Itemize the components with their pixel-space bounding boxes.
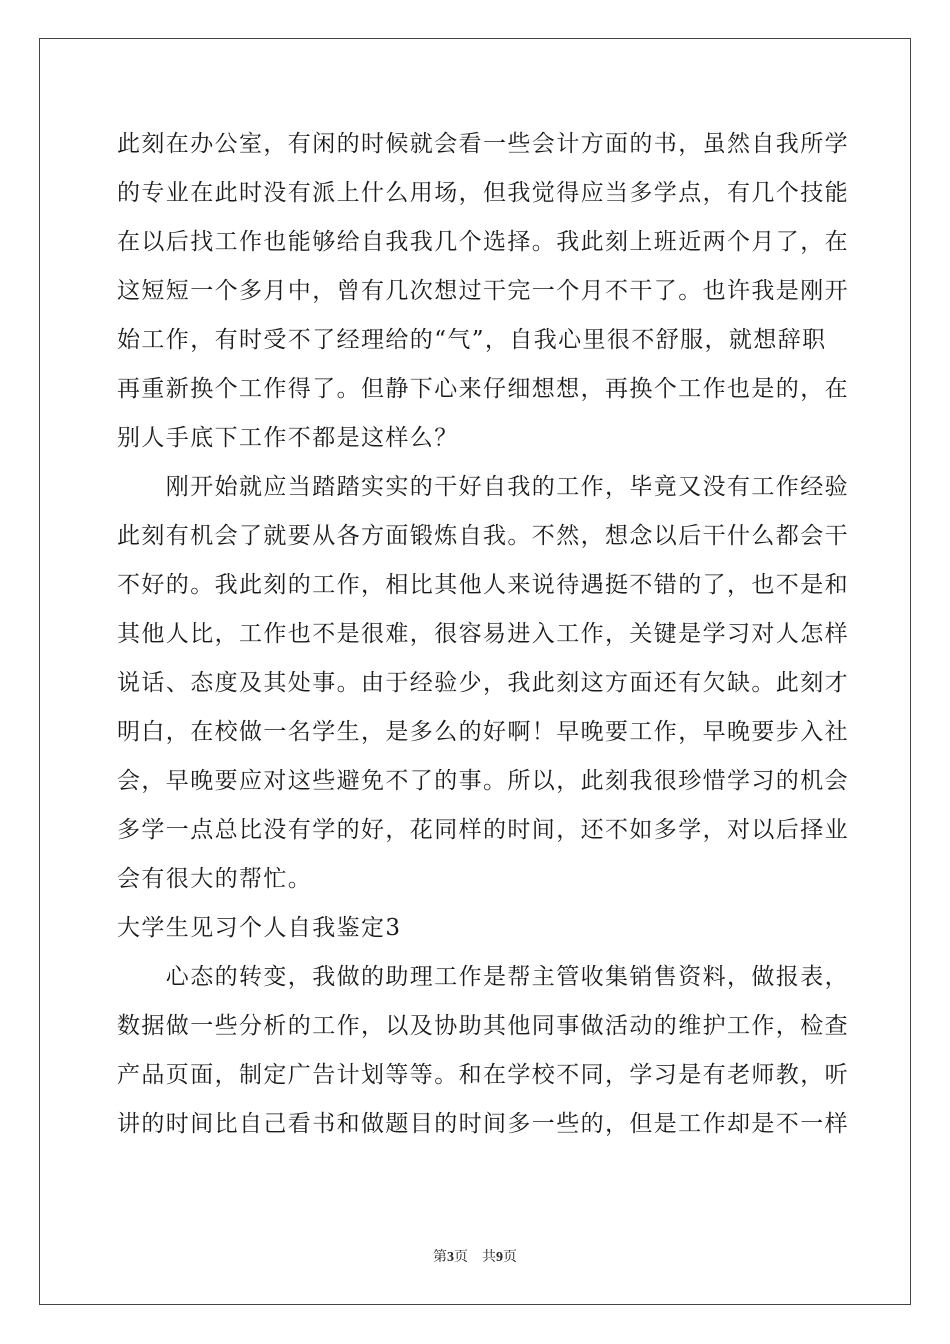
text-line: 不好的。我此刻的工作，相比其他人来说待遇挺不错的了，也不是和 bbox=[117, 572, 849, 598]
text-line: 大学生见习个人自我鉴定3 bbox=[117, 915, 402, 941]
text-line: 再重新换个工作得了。但静下心来仔细想想，再换个工作也是的，在 bbox=[117, 376, 849, 402]
text-line: 的专业在此时没有派上什么用场，但我觉得应当多学点，有几个技能 bbox=[117, 180, 849, 206]
text-line: 明白，在校做一名学生，是多么的好啊！早晚要工作，早晚要步入社 bbox=[117, 719, 849, 745]
text-line: 会有很大的帮忙。 bbox=[117, 866, 313, 892]
total-page-number: 9 bbox=[496, 1250, 503, 1265]
footer-prefix: 第 bbox=[433, 1249, 447, 1265]
text-line: 心态的转变，我做的助理工作是帮主管收集销售资料，做报表， bbox=[117, 964, 849, 990]
text-line: 会，早晚要应对这些避免不了的事。所以，此刻我很珍惜学习的机会 bbox=[117, 768, 849, 794]
text-line: 数据做一些分析的工作，以及协助其他同事做活动的维护工作，检查 bbox=[117, 1013, 849, 1039]
text-line: 刚开始就应当踏踏实实的干好自我的工作，毕竟又没有工作经验 bbox=[117, 474, 849, 500]
current-page-number: 3 bbox=[447, 1250, 454, 1265]
text-line: 别人手底下工作不都是这样么？ bbox=[117, 425, 459, 451]
text-line: 多学一点总比没有学的好，花同样的时间，还不如多学，对以后择业 bbox=[117, 817, 849, 843]
text-line: 此刻有机会了就要从各方面锻炼自我。不然，想念以后干什么都会干 bbox=[117, 523, 849, 549]
text-line: 始工作，有时受不了经理给的“气”，自我心里很不舒服，就想辞职 bbox=[117, 327, 827, 353]
footer-suffix: 页 bbox=[503, 1249, 517, 1265]
footer-mid: 页 共 bbox=[454, 1249, 496, 1265]
text-line: 这短短一个多月中，曾有几次想过干完一个月不干了。也许我是刚开 bbox=[117, 278, 849, 304]
document-body bbox=[117, 120, 849, 1149]
text-line: 说话、态度及其处事。由于经验少，我此刻这方面还有欠缺。此刻才 bbox=[117, 670, 849, 696]
text-line: 此刻在办公室，有闲的时候就会看一些会计方面的书，虽然自我所学 bbox=[117, 131, 849, 157]
text-line: 产品页面，制定广告计划等等。和在学校不同，学习是有老师教，听 bbox=[117, 1062, 849, 1088]
text-line: 讲的时间比自己看书和做题目的时间多一些的，但是工作却是不一样 bbox=[117, 1111, 849, 1137]
text-line: 在以后找工作也能够给自我我几个选择。我此刻上班近两个月了，在 bbox=[117, 229, 849, 255]
text-line: 其他人比，工作也不是很难，很容易进入工作，关键是学习对人怎样 bbox=[117, 621, 849, 647]
page-footer bbox=[0, 1246, 950, 1266]
